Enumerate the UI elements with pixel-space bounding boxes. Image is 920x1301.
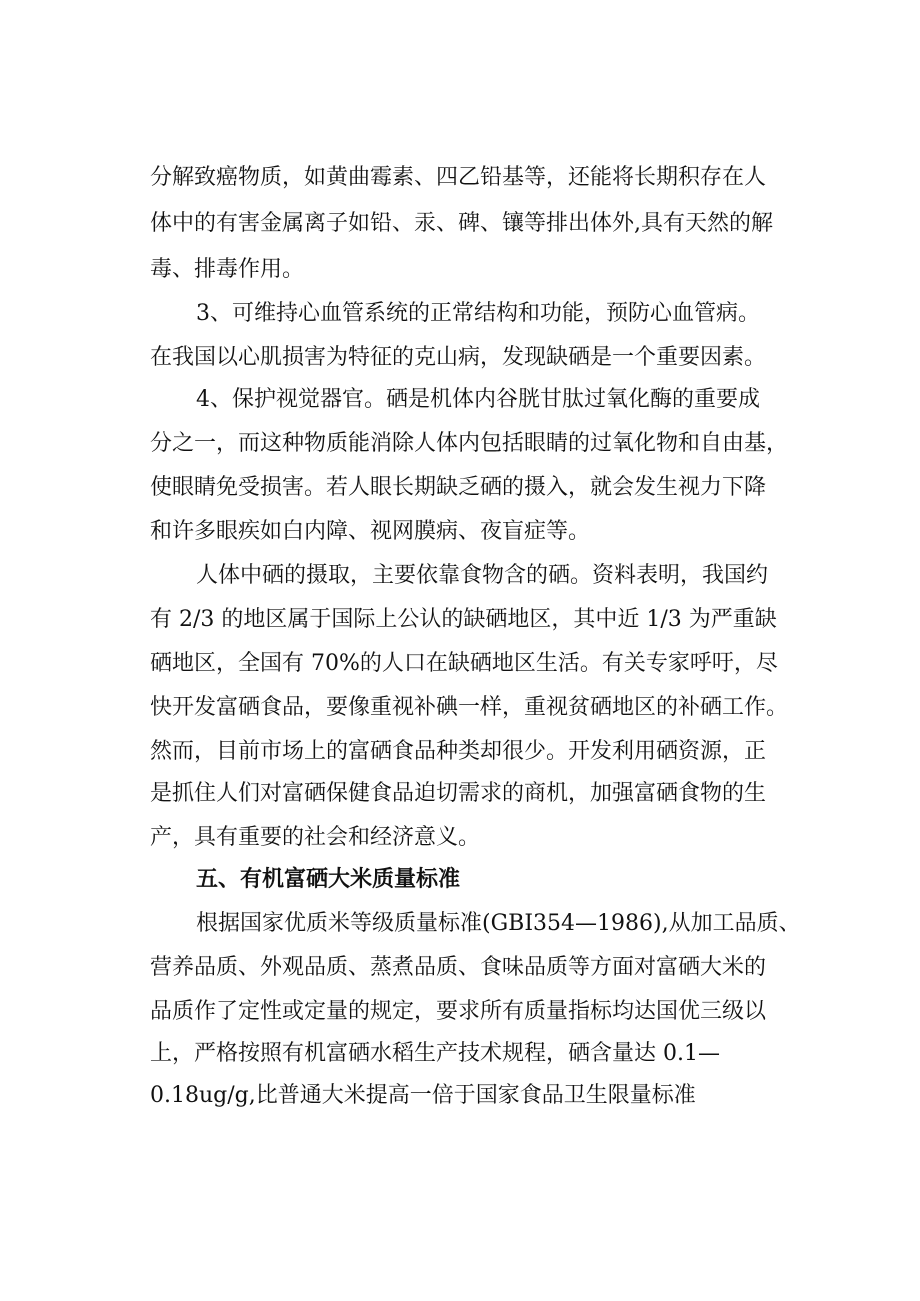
- line-text: 分之一，而这种物质能消除人体内包括眼睛的过氧化物和自由基，: [150, 431, 789, 456]
- text-line: [0, 729, 920, 775]
- line-text: 硒地区，全国有 70%的人口在缺硒地区生活。有关专家呼吁，尽: [150, 651, 778, 676]
- line-text: 3、可维持心血管系统的正常结构和功能，预防心血管病。: [196, 301, 760, 326]
- line-text: 有 2/3 的地区属于国际上公认的缺硒地区，其中近 1/3 为严重缺: [150, 607, 777, 632]
- line-text: 分解致癌物质，如黄曲霉素、四乙铅基等，还能将长期积存在人: [150, 165, 767, 190]
- text-line: [0, 597, 920, 643]
- line-text: 在我国以心肌损害为特征的克山病，发现缺硒是一个重要因素。: [150, 345, 767, 370]
- line-text: 体中的有害金属离子如铅、汞、碑、镶等排出体外,具有天然的解: [150, 211, 773, 236]
- text-line: [0, 989, 920, 1035]
- line-text: 产，具有重要的社会和经济意义。: [150, 825, 481, 850]
- line-text: 营养品质、外观品质、蒸煮品质、食味品质等方面对富硒大米的: [150, 955, 767, 980]
- text-line: [0, 553, 920, 599]
- text-line: [0, 377, 920, 423]
- heading-text: 五、有机富硒大米质量标准: [196, 867, 461, 892]
- text-line: [0, 509, 920, 555]
- line-text: 使眼睛免受损害。若人眼长期缺乏硒的摄入，就会发生视力下降: [150, 475, 767, 500]
- line-text: 根据国家优质米等级质量标准(GBI354—1986),从加工品质、: [196, 911, 801, 936]
- line-text: 快开发富硒食品，要像重视补碘一样，重视贫硒地区的补硒工作。: [150, 695, 789, 720]
- line-text: 0.18ug/g,比普通大米提高一倍于国家食品卫生限量标准: [150, 1083, 696, 1108]
- line-text: 然而，目前市场上的富硒食品种类却很少。开发利用硒资源，正: [150, 739, 767, 764]
- line-text: 人体中硒的摄取，主要依靠食物含的硒。资料表明，我国约: [196, 563, 769, 588]
- line-text: 品质作了定性或定量的规定，要求所有质量指标均达国优三级以: [150, 999, 767, 1024]
- text-line: [0, 335, 920, 381]
- text-line: [0, 201, 920, 247]
- text-line: [0, 815, 920, 861]
- line-text: 上，严格按照有机富硒水稻生产技术规程，硒含量达 0.1—: [150, 1041, 720, 1066]
- text-line: [0, 771, 920, 817]
- text-line: [0, 901, 920, 947]
- text-line: [0, 291, 920, 337]
- text-line: [0, 247, 920, 293]
- section-heading: [0, 857, 920, 903]
- text-line: [0, 421, 920, 467]
- text-line: [0, 641, 920, 687]
- text-line: [0, 1073, 920, 1119]
- text-line: [0, 465, 920, 511]
- text-line: [0, 155, 920, 201]
- line-text: 和许多眼疾如白内障、视网膜病、夜盲症等。: [150, 519, 591, 544]
- text-line: [0, 945, 920, 991]
- line-text: 4、保护视觉器官。硒是机体内谷胱甘肽过氧化酶的重要成: [196, 387, 760, 412]
- line-text: 是抓住人们对富硒保健食品迫切需求的商机，加强富硒食物的生: [150, 781, 767, 806]
- text-line: [0, 1031, 920, 1077]
- line-text: 毒、排毒作用。: [150, 257, 305, 282]
- text-line: [0, 685, 920, 731]
